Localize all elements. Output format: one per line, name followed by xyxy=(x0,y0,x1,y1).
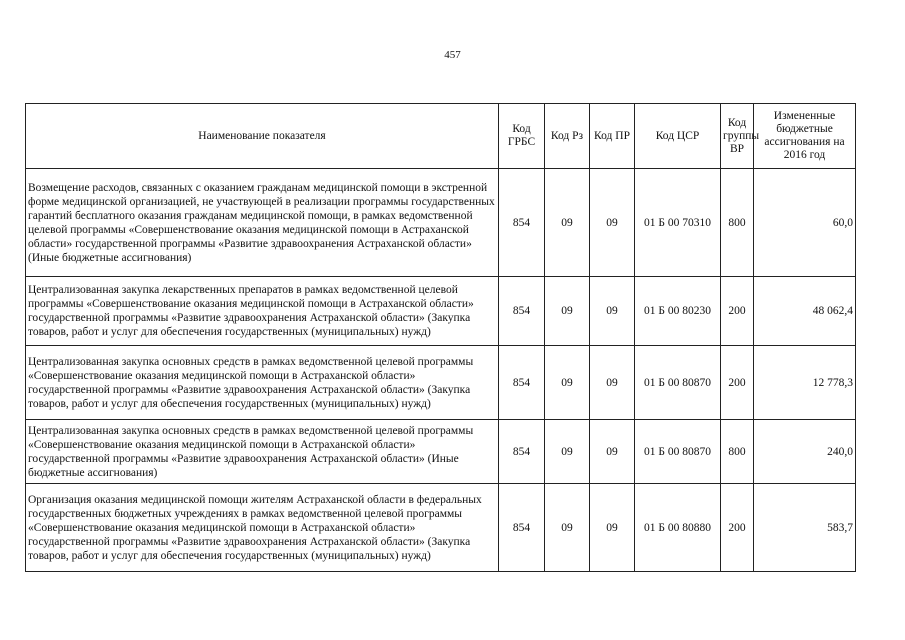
cell-rz: 09 xyxy=(545,420,590,484)
header-vr: Код группы ВР xyxy=(721,104,754,169)
cell-vr: 800 xyxy=(721,169,754,277)
cell-name: Организация оказания медицинской помощи жителям Астраханской области в федеральных государственных бюджетных учреждениях в рамках ведомственной целевой программы «Совершенствование оказания медицинской помощи в Астраханской области» государственной программы «Развитие здравоохранения Астраханской области» (Закупка товаров, работ и услуг для обеспечения государственных (муниципальных) нужд) xyxy=(26,484,499,572)
cell-grbs: 854 xyxy=(499,277,545,346)
header-rz: Код Рз xyxy=(545,104,590,169)
header-name: Наименование показателя xyxy=(26,104,499,169)
header-amount: Измененные бюджетные ассигнования на 2016 год xyxy=(754,104,856,169)
cell-amount: 60,0 xyxy=(754,169,856,277)
cell-pr: 09 xyxy=(590,277,635,346)
table-row xyxy=(26,484,856,572)
cell-name: Возмещение расходов, связанных с оказанием гражданам медицинской помощи в экстренной форме медицинской организацией, не участвующей в реализации программы государственных гарантий бесплатного оказания гражданам медицинской помощи, в рамках ведомственной целевой программы «Совершенствование оказания медицинской помощи в Астраханской области» государственной программы «Развитие здравоохранения Астраханской области» (Иные бюджетные ассигнования) xyxy=(26,169,499,277)
cell-csr: 01 Б 00 80870 xyxy=(635,346,721,420)
cell-csr: 01 Б 00 70310 xyxy=(635,169,721,277)
cell-vr: 200 xyxy=(721,484,754,572)
table-row xyxy=(26,420,856,484)
cell-grbs: 854 xyxy=(499,169,545,277)
cell-grbs: 854 xyxy=(499,484,545,572)
cell-rz: 09 xyxy=(545,346,590,420)
cell-rz: 09 xyxy=(545,169,590,277)
cell-grbs: 854 xyxy=(499,420,545,484)
cell-vr: 800 xyxy=(721,420,754,484)
cell-csr: 01 Б 00 80870 xyxy=(635,420,721,484)
table-row xyxy=(26,169,856,277)
header-pr: Код ПР xyxy=(590,104,635,169)
cell-name: Централизованная закупка основных средств в рамках ведомственной целевой программы «Совершенствование оказания медицинской помощи в Астраханской области» государственной программы «Развитие здравоохранения Астраханской области» (Иные бюджетные ассигнования) xyxy=(26,420,499,484)
table-row xyxy=(26,277,856,346)
cell-pr: 09 xyxy=(590,346,635,420)
cell-grbs: 854 xyxy=(499,346,545,420)
cell-amount: 583,7 xyxy=(754,484,856,572)
cell-pr: 09 xyxy=(590,484,635,572)
cell-pr: 09 xyxy=(590,169,635,277)
cell-name: Централизованная закупка лекарственных препаратов в рамках ведомственной целевой программы «Совершенствование оказания медицинской помощи в Астраханской области» государственной программы «Развитие здравоохранения Астраханской области» (Закупка товаров, работ и услуг для обеспечения государственных (муниципальных) нужд) xyxy=(26,277,499,346)
cell-pr: 09 xyxy=(590,420,635,484)
table-row xyxy=(26,346,856,420)
cell-amount: 48 062,4 xyxy=(754,277,856,346)
page-number: 457 xyxy=(444,49,461,61)
header-row xyxy=(26,104,856,169)
header-grbs: Код ГРБС xyxy=(499,104,545,169)
cell-csr: 01 Б 00 80230 xyxy=(635,277,721,346)
cell-amount: 240,0 xyxy=(754,420,856,484)
budget-table xyxy=(25,103,856,572)
header-csr: Код ЦСР xyxy=(635,104,721,169)
cell-vr: 200 xyxy=(721,346,754,420)
cell-rz: 09 xyxy=(545,277,590,346)
cell-name: Централизованная закупка основных средств в рамках ведомственной целевой программы «Совершенствование оказания медицинской помощи в Астраханской области» государственной программы «Развитие здравоохранения Астраханской области» (Закупка товаров, работ и услуг для обеспечения государственных (муниципальных) нужд) xyxy=(26,346,499,420)
cell-rz: 09 xyxy=(545,484,590,572)
cell-amount: 12 778,3 xyxy=(754,346,856,420)
cell-csr: 01 Б 00 80880 xyxy=(635,484,721,572)
cell-vr: 200 xyxy=(721,277,754,346)
